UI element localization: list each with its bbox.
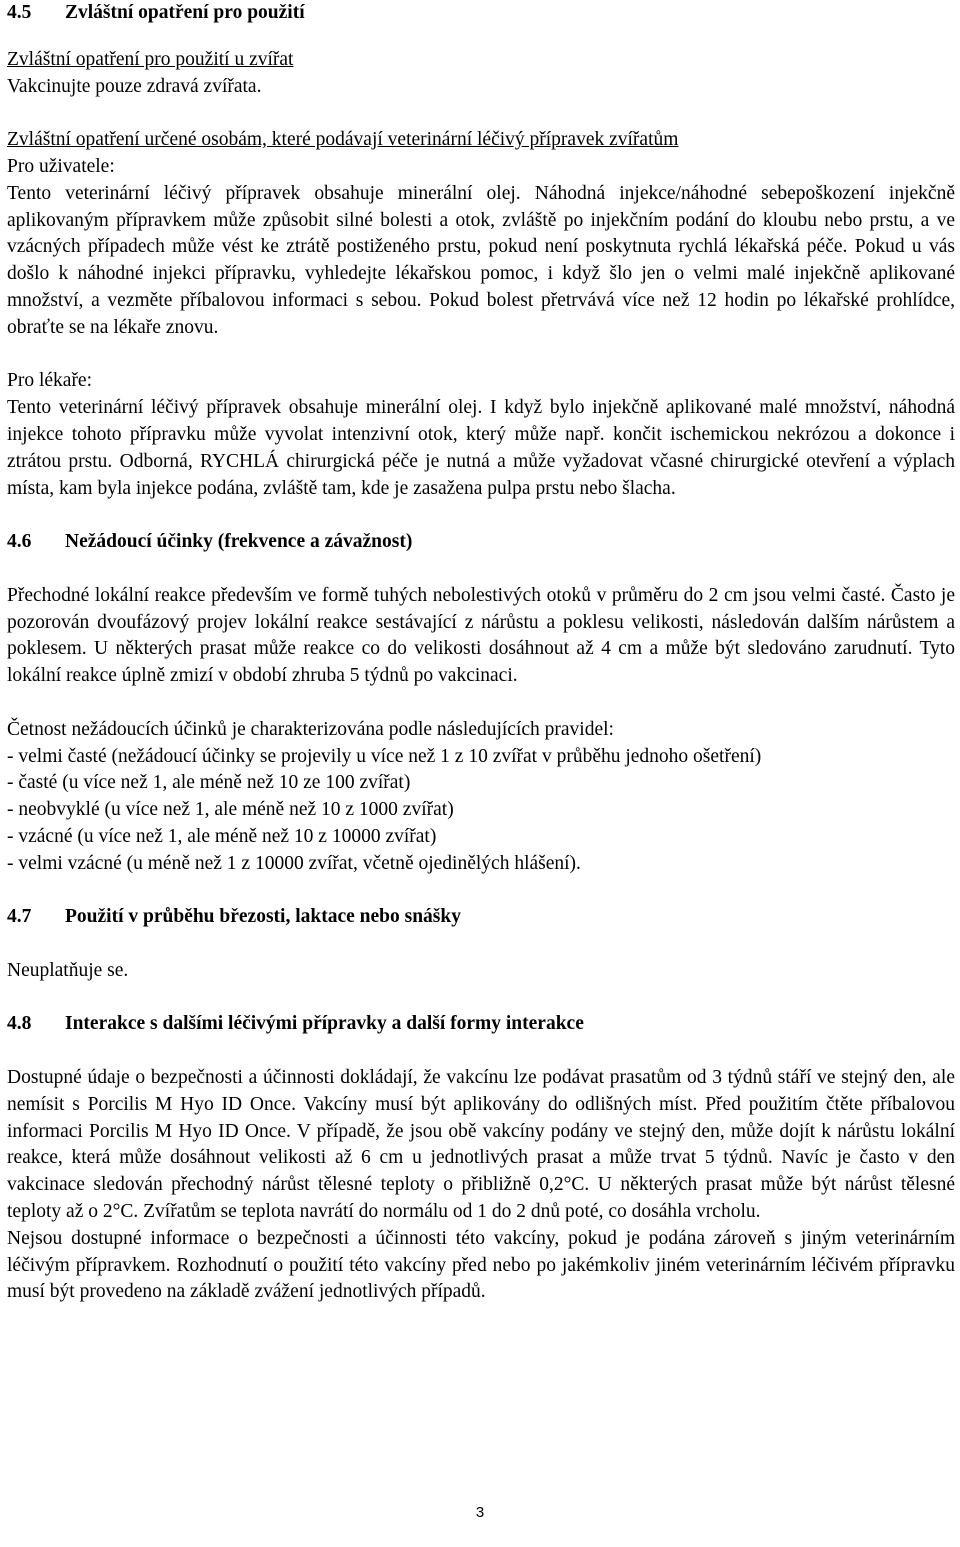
section-number: 4.8 [7,1013,32,1035]
spacer [7,931,955,958]
doctor-text: Tento veterinární léčivý přípravek obsahuje minerální olej. I když bylo injekčně aplikované malé množství, náhodná injekce tohoto přípravku může vyvolat intenzivní otok, který může např. končit ischemickou nekrózou a dokonce i ztrátou prstu. Odborná, RYCHLÁ chirurgická péče je nutná a může vyžadovat včasné chirurgické otevření a výplach místa, kam byla injekce podána, zvláště tam, kde je zasažena pulpa prstu nebo šlacha. [7,397,955,499]
spacer [7,556,955,583]
section-heading-4-6 [7,529,955,556]
user-label: Pro uživatele: [7,155,115,177]
frequency-item: - časté (u více než 1, ale méně než 10 ze 100 zvířat) [7,772,411,794]
frequency-item: - velmi vzácné (u méně než 1 z 10000 zvířat, včetně ojedinělých hlášení). [7,852,581,874]
frequency-item: - vzácné (u více než 1, ale méně než 10 z 10000 zvířat) [7,825,437,847]
interaction-paragraph-1: Dostupné údaje o bezpečnosti a účinnosti dokládají, že vakcínu lze podávat prasatům od 3 týdnů stáří ve stejný den, ale nemísit s Porcilis M Hyo ID Once. Vakcíny musí být aplikovány do odlišných míst. Před použitím čtěte příbalovou informaci Porcilis M Hyo ID Once. V případě, že jsou obě vakcíny podány ve stejný den, může dojít k nárůstu lokální reakce, která může dosáhnout velikosti až 6 cm u jednotlivých prasat a může trvat 5 týdnů. Navíc je často v den vakcinace sledován přechodný nárůst tělesné teploty o přibližně 0,2°C. U některých prasat může být nárůst tělesné teploty až o 2°C. Zvířatům se teplota navrátí do normálu od 1 do 2 dnů poté, co dosáhla vrcholu. [7,1067,955,1223]
page-number: 3 [475,1504,485,1521]
spacer [7,690,955,717]
subheading-persons: Zvláštní opatření určené osobám, které podávají veterinární léčivý přípravek zvířatům [7,129,679,151]
section-heading-4-7 [7,904,955,931]
section-title: Použití v průběhu březosti, laktace nebo snášky [65,906,461,928]
spacer [7,27,955,47]
section-number: 4.6 [7,531,32,553]
user-text: Tento veterinární léčivý přípravek obsahuje minerální olej. Náhodná injekce/náhodné sebepoškození injekčně aplikovaným přípravkem může způsobit silné bolesti a otok, zvláště po injekčním podání do kloubu nebo prstu, a ve vzácných případech může vést ke ztrátě postiženého prstu, pokud není poskytnuta rychlá lékařská péče. Pokud u vás došlo k náhodné injekci přípravku, vyhledejte lékařskou pomoc, i když šlo jen o velmi malé injekčně aplikované množství, a vezměte příbalovou informaci s sebou. Pokud bolest přetrvává více než 12 hodin po lékařské prohlídce, obraťte se na lékaře znovu. [7,182,955,338]
subheading-animals: Zvláštní opatření pro použití u zvířat [7,48,294,70]
frequency-intro: Četnost nežádoucích účinků je charakterizována podle následujících pravidel: [7,718,614,740]
section-number: 4.7 [7,906,32,928]
spacer [7,985,955,1012]
pregnancy-text: Neuplatňuje se. [7,959,129,981]
spacer [7,1038,955,1065]
doctor-label: Pro lékaře: [7,370,93,392]
interaction-paragraph-2: Nejsou dostupné informace o bezpečnosti a účinnosti této vakcíny, pokud je podána zároveň s jiným veterinárním léčivým přípravkem. Rozhodnutí o použití této vakcíny před nebo po jakémkoliv jiném veterinárním léčivém přípravku musí být provedeno na základě zvážení jednotlivých případů. [7,1227,955,1303]
section-title: Zvláštní opatření pro použití [65,2,305,23]
frequency-item: - neobvyklé (u více než 1, ale méně než 10 z 1000 zvířat) [7,799,454,821]
spacer [7,342,955,369]
section-title: Nežádoucí účinky (frekvence a závažnost) [65,531,413,553]
document-page [7,0,955,1306]
spacer [7,502,955,529]
section-heading-4-8 [7,1011,955,1038]
animals-text: Vakcinujte pouze zdravá zvířata. [7,75,262,97]
frequency-item: - velmi časté (nežádoucí účinky se projevily u více než 1 z 10 zvířat v průběhu jednoho ošetření) [7,745,762,767]
section-number: 4.5 [7,2,32,23]
adverse-reactions-paragraph: Přechodné lokální reakce především ve formě tuhých nebolestivých otoků v průměru do 2 cm jsou velmi časté. Často je pozorován dvoufázový projev lokální reakce sestávající z nárůstu a poklesu velikosti, následován dalším nárůstem a poklesem. U některých prasat může reakce co do velikosti dosáhnout až 4 cm a může být sledováno zarudnutí. Tyto lokální reakce úplně zmizí v období zhruba 5 týdnů po vakcinaci. [7,584,955,687]
section-title: Interakce s dalšími léčivými přípravky a další formy interakce [65,1013,584,1035]
section-heading-4-5 [7,0,955,27]
spacer [7,878,955,905]
spacer [7,100,955,127]
